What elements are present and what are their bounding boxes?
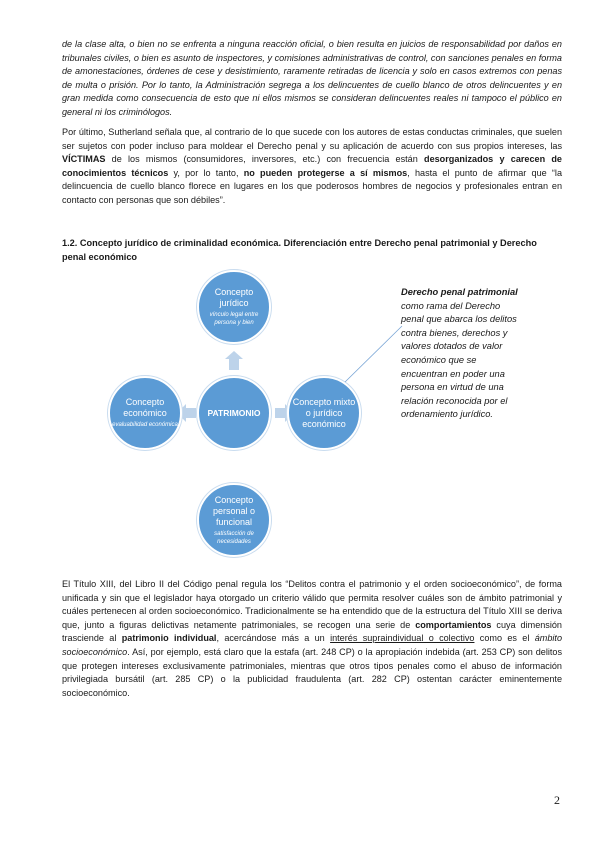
node-concepto-personal — [197, 483, 271, 557]
node-concepto-economico — [108, 376, 182, 450]
page-number: 2 — [554, 793, 560, 807]
italic-run: ámbito socioeconómico — [62, 633, 563, 657]
bold-run: no pueden protegerse a sí mismos — [243, 167, 408, 178]
sutherland-paragraph — [62, 126, 562, 208]
bold-run: VÍCTIMAS — [62, 154, 106, 165]
text-run: cuya dimensión trasciende al — [62, 619, 562, 644]
arrow-up-shaft — [229, 358, 239, 370]
callout-text — [401, 286, 521, 422]
intro-text: de la clase alta, o bien no se enfrenta a ninguna reacción oficial, o bien resulta en juicios de responsabilidad por daños en tribunales civiles, o bien es asunto de inspectores, y comisiones administrativas de control, con sanciones penales en forma de amonestaciones, órdenes de cese y desistimiento, raramente retiradas de licencia y solo en casos extremos con penas de multa o prisión. Por lo tanto, la Administración segrega a los delincuentes de cuello blanco de otros delincuentes y en gran medida como consecuencia de esto que ni ellos mismos se consideran delincuentes reales ni tampoco el público en general ni los criminólogos. — [62, 39, 562, 117]
callout-connector — [340, 320, 410, 390]
node-title: Concepto económico — [123, 397, 167, 418]
titulo-xiii-paragraph — [62, 578, 562, 700]
node-concepto-juridico — [197, 270, 271, 344]
text-run: El Título XIII, del Libro II del Código penal regula los “Delitos contra el patrimonio y el orden socioeconómico”, de forma unificada y sin que el legislador haya otorgado un criterio válido que permita resolver cuáles son de ámbito patrimonial y cuáles pertenecen al orden socioeconómico. Tradicionalmente se ha entendido que de la estructura del Título XIII se deriva que, junto a figuras delictivas netamente patrimoniales, se recogen una serie de — [62, 579, 562, 630]
intro-paragraph — [62, 38, 562, 120]
text-run: . Así, por ejemplo, está claro que la estafa (art. 248 CP) o la apropiación indebida (art. 253 CP) son delitos que protegen intereses exclusivamente patrimoniales, mientras que otros tipos penales como el abuso de información privilegiada bursátil (art. 285 CP) o la publicidad fraudulenta (art. 282 CP) ostentan carácter eminentemente socioeconómico. — [62, 646, 562, 698]
node-subtitle: vínculo legal entre persona y bien — [209, 312, 259, 326]
text-run: de los mismos (consumidores, inversores, etc.) con frecuencia están — [105, 154, 425, 165]
text-run: y, por lo tanto, — [168, 167, 244, 178]
bold-run: patrimonio individual — [121, 633, 217, 644]
bold-run: desorganizados y carecen de conocimientos técnicos — [62, 154, 562, 178]
arrow-up-head — [225, 351, 243, 359]
node-title: Concepto jurídico — [214, 287, 254, 308]
bold-run: comportamientos — [415, 619, 492, 630]
callout-bold: Derecho penal patrimonial — [401, 287, 518, 297]
node-title: Concepto personal o funcional — [212, 494, 256, 527]
underlined-run: interés supraindividual o colectivo — [330, 633, 475, 644]
node-subtitle: satisfacción de necesidades — [214, 530, 254, 545]
section-heading: 1.2. Concepto jurídico de criminalidad económica. Diferenciación entre Derecho penal patrimonial y Derecho penal económico — [62, 238, 537, 262]
arrow-right-shaft — [275, 408, 285, 418]
callout-rest: como rama del Derecho penal que abarca los delitos contra bienes, derechos y valores dotados de valor económico que se encuentran en poder una persona en virtud de una relación reconocida por el ordenamiento jurídico. — [401, 300, 517, 420]
node-subtitle: evaluabilidad económica — [112, 422, 178, 428]
text-run: como es el — [474, 633, 535, 644]
arrow-left-shaft — [186, 408, 196, 418]
node-title: Concepto mixto o jurídico económico — [292, 396, 356, 429]
text-run: , acercándose más a un — [216, 633, 331, 644]
text-run: , hasta el punto de afirmar que “la delincuencia de cuello blanco florece en lugares en los que poderosos hombres de negocios y profesionales entran en contacto con personas que son débiles”. — [62, 167, 563, 205]
text-run: Por último, Sutherland señala que, al contrario de lo que sucede con los autores de estas conductas criminales, que suelen ser sujetos con poder incluso para moldear el Derecho penal y su aplicación de acuerdo con sus propios intereses, las — [62, 127, 562, 151]
node-title: PATRIMONIO — [207, 407, 261, 418]
node-patrimonio — [197, 376, 271, 450]
